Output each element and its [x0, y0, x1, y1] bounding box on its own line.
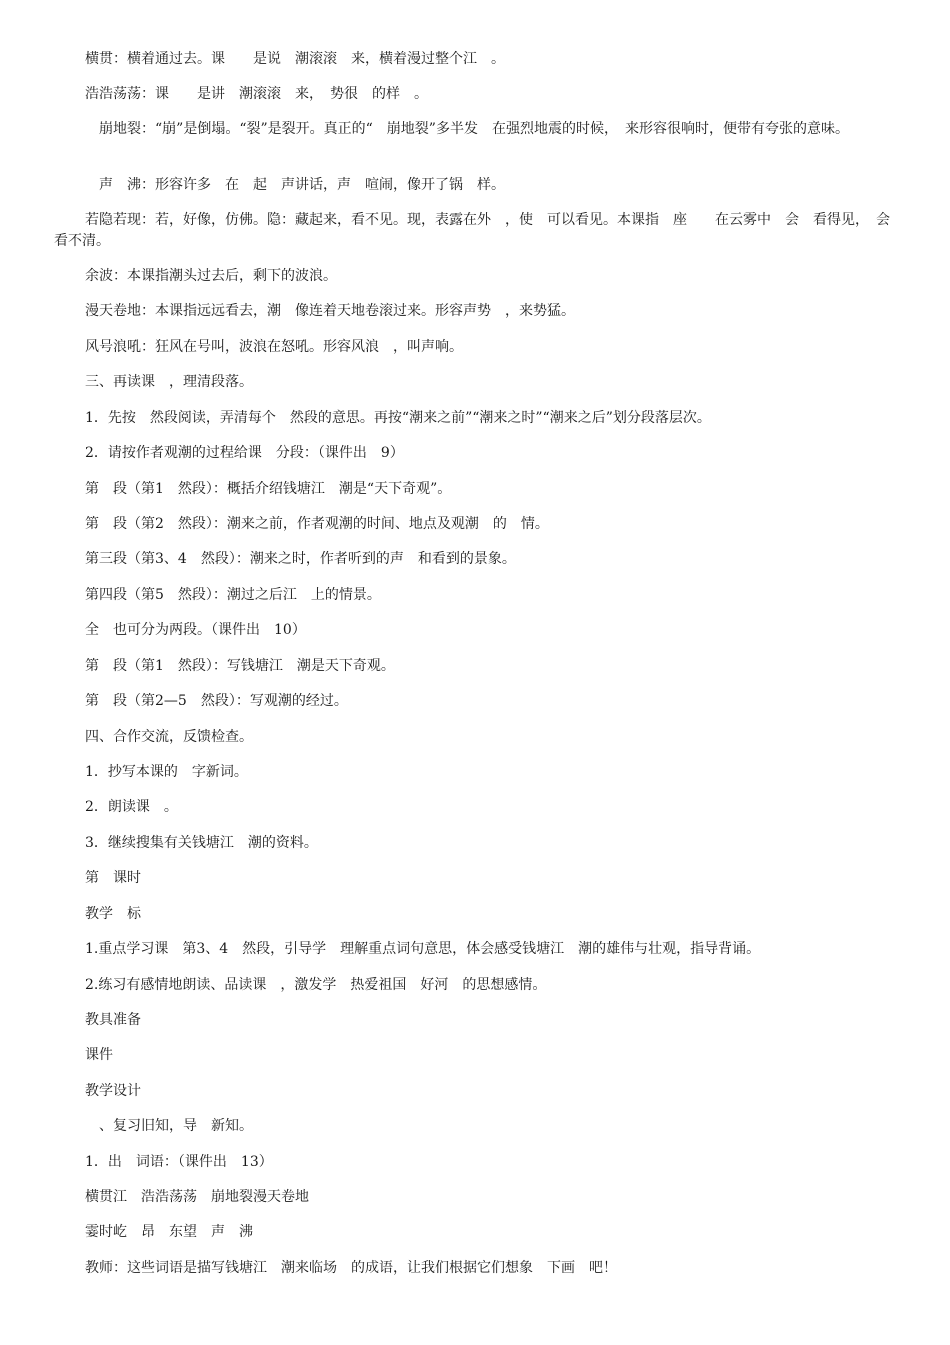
text-line: 1．出 词语：（课件出 13） [85, 1154, 273, 1170]
text-line: 全 也可分为两段。（课件出 10） [85, 622, 306, 638]
text-line: 漫天卷地：本课指远远看去，潮 像连着天地卷滚过来。形容声势 ，来势猛。 [85, 303, 575, 319]
section-heading: 第 课时 [85, 870, 141, 886]
text-paragraph: 若隐若现：若，好像，仿佛。隐：藏起来，看不见。现，表露在外 ，使 可以看见。本课指 座 在云雾中 会 看得见， 会 看不清。 [54, 212, 918, 249]
text-line: 2．朗读课 。 [85, 799, 178, 815]
text-line: 2．请按作者观潮的过程给课 分段：（课件出 9） [85, 445, 404, 461]
text-line: 1．抄写本课的 字新词。 [85, 764, 248, 780]
text-line: 2.练习有感情地朗读、品读课 ，激发学 热爱祖国 好河 的思想感情。 [85, 977, 547, 993]
text-line: 1.重点学习课 第3、4 然段，引导学 理解重点词句意思，体会感受钱塘江 潮的雄伟与壮观，指导背诵。 [85, 941, 761, 957]
text-paragraph: 崩地裂：“崩”是倒塌。“裂”是裂开。真正的“ 崩地裂”多半发 在强烈地震的时候， 来形容很响时，便带有夸张的意味。 [85, 121, 849, 137]
text-line: 横贯：横着通过去。课 是说 潮滚滚 来，横着漫过整个江 。 [85, 51, 505, 67]
text-line: 风号浪吼：狂风在号叫，波浪在怒吼。形容风浪 ，叫声响。 [85, 339, 463, 355]
text-line: 第 段（第2 然段）：潮来之前，作者观潮的时间、地点及观潮 的 情。 [85, 516, 549, 532]
section-heading: 教具准备 [85, 1012, 141, 1028]
text-line: 余波：本课指潮头过去后，剩下的波浪。 [85, 268, 337, 284]
section-heading: 四、合作交流，反馈检查。 [85, 729, 253, 745]
text-line: 横贯江 浩浩荡荡 崩地裂漫天卷地 [85, 1189, 309, 1205]
text-line: 第 段（第1 然段）：概括介绍钱塘江 潮是“天下奇观”。 [85, 481, 452, 497]
text-line: 声 沸：形容许多 在 起 声讲话，声 喧闹，像开了锅 样。 [85, 177, 505, 193]
text-line: 第 段（第2—5 然段）：写观潮的经过。 [85, 693, 348, 709]
section-heading: 教学 标 [85, 906, 141, 922]
text-line: 第四段（第5 然段）：潮过之后江 上的情景。 [85, 587, 381, 603]
text-line: 第 段（第1 然段）：写钱塘江 潮是天下奇观。 [85, 658, 395, 674]
text-line: 霎时屹 昂 东望 声 沸 [85, 1224, 253, 1240]
text-line: 教师：这些词语是描写钱塘江 潮来临场 的成语，让我们根据它们想象 下画 吧！ [85, 1260, 617, 1276]
section-heading: 、复习旧知，导 新知。 [85, 1118, 253, 1134]
text-line: 浩浩荡荡：课 是讲 潮滚滚 来， 势很 的样 。 [85, 86, 428, 102]
section-heading: 教学设计 [85, 1083, 141, 1099]
text-line: 3．继续搜集有关钱塘江 潮的资料。 [85, 835, 318, 851]
text-line: 第三段（第3、4 然段）：潮来之时，作者听到的声 和看到的景象。 [85, 551, 516, 567]
section-heading: 三、再读课 ，理清段落。 [85, 374, 253, 390]
text-line: 1．先按 然段阅读，弄清每个 然段的意思。再按“潮来之前”“潮来之时”“潮来之后”划分段落层次。 [85, 410, 711, 426]
text-line: 课件 [85, 1047, 113, 1063]
